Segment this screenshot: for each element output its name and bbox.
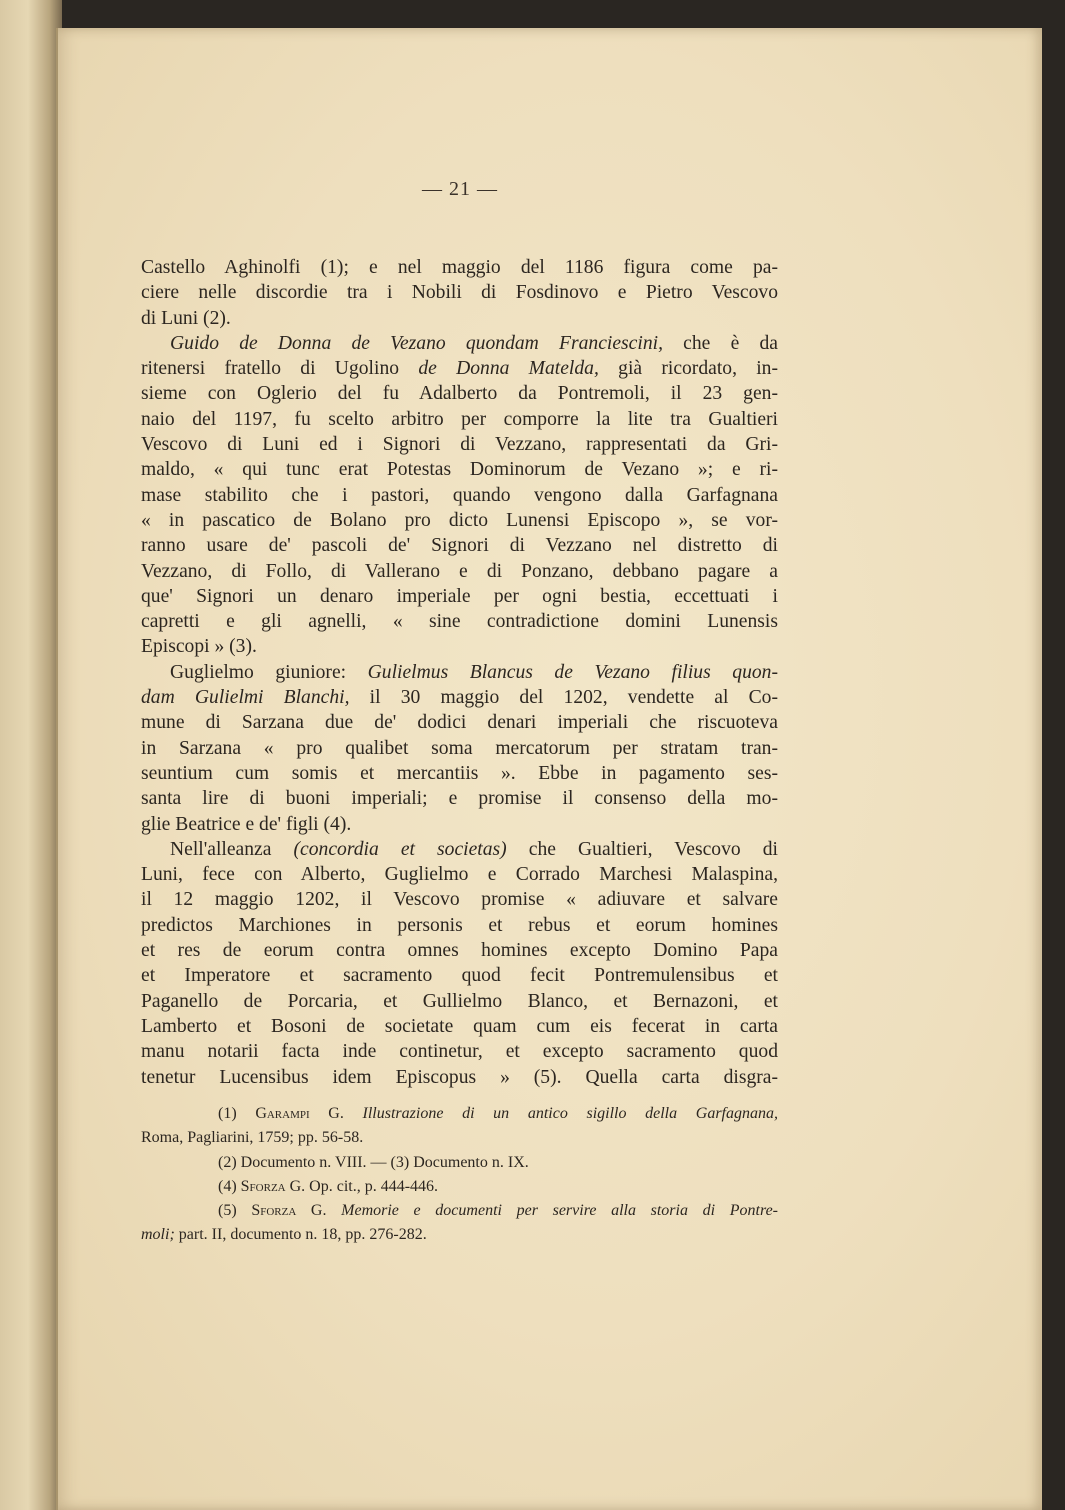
- text-line: sieme con Oglerio del fu Adalberto da Pontremoli, il 23 gen-: [141, 383, 778, 405]
- footnote-1-continuation: Roma, Pagliarini, 1759; pp. 56-58.: [141, 1129, 364, 1147]
- text-line: manu notarii facta inde continetur, et excepto sacramento quod: [141, 1041, 778, 1063]
- footnote-author: Sforza G.: [240, 1177, 306, 1195]
- footnote-1: (1) Garampi G. Illustrazione di un antico sigillo della Garfagnana,: [218, 1105, 779, 1122]
- text-line: santa lire di buoni imperiali; e promise il consenso della mo-: [141, 788, 778, 810]
- footnote-5-continuation: moli; part. II, documento n. 18, pp. 276-282.: [141, 1226, 427, 1244]
- footnotes: [141, 1102, 778, 1248]
- text-line: Vescovo di Luni ed i Signori di Vezzano, rappresentati da Gri-: [141, 434, 778, 456]
- text-line: Castello Aghinolfi (1); e nel maggio del 1186 figura come pa-: [141, 257, 778, 278]
- text-line: capretti e gli agnelli, « sine contradictione domini Lunensis: [141, 611, 778, 633]
- text-line: Luni, fece con Alberto, Guglielmo e Corrado Marchesi Malaspina,: [141, 864, 778, 886]
- text-line: que' Signori un denaro imperiale per ogni bestia, eccettuati i: [141, 585, 778, 607]
- text-line: Vezzano, di Follo, di Vallerano e di Ponzano, debbano pagare a: [141, 560, 778, 582]
- book-spine-edge: [0, 0, 62, 1510]
- text-line: tenetur Lucensibus idem Episcopus » (5). Quella carta disgra-: [141, 1066, 778, 1088]
- page-number: — 21 —: [422, 178, 498, 200]
- text-line: naio del 1197, fu scelto arbitro per comporre la lite tra Gualtieri: [141, 408, 778, 430]
- footnote-2-3: (2) Documento n. VIII. — (3) Documento n. IX.: [218, 1153, 529, 1171]
- text-line: Paganello de Porcaria, et Gullielmo Blanco, et Bernazoni, et: [141, 990, 778, 1012]
- text-line: Nell'alleanza (concordia et societas) che Gualtieri, Vescovo di: [170, 838, 778, 860]
- text-line: predictos Marchiones in personis et rebus et eorum homines: [141, 914, 778, 936]
- paragraph: [141, 331, 778, 660]
- text-line: ranno usare de' pascoli de' Signori di Vezzano nel distretto di: [141, 535, 778, 557]
- footnote-title: moli;: [141, 1226, 175, 1244]
- text-line: il 12 maggio 1202, il Vescovo promise « adiuvare et salvare: [141, 889, 778, 911]
- italic-phrase: Gulielmus Blancus de Vezano filius quon-: [367, 661, 778, 683]
- text-line: maldo, « qui tunc erat Potestas Dominorum de Vezano »; e ri-: [141, 459, 778, 481]
- text-line: Guido de Donna de Vezano quondam Franciescini, che è da: [170, 332, 778, 354]
- text-line: ritenersi fratello di Ugolino de Donna Matelda, già ricordato, in-: [141, 358, 778, 380]
- footnote-title: Illustrazione di un antico sigillo della Garfagnana,: [362, 1105, 779, 1122]
- footnote-5: (5) Sforza G. Memorie e documenti per servire alla storia di Pontre-: [218, 1202, 779, 1220]
- body-text: [141, 255, 778, 1090]
- text-line: « in pascatico de Bolano pro dicto Lunensi Episcopo », se vor-: [141, 509, 778, 531]
- italic-phrase: Guido de Donna de Vezano quondam Franciescini,: [170, 332, 663, 354]
- text-line: seuntium cum somis et mercantiis ». Ebbe in pagamento ses-: [141, 762, 778, 784]
- footnote-4: (4) Sforza G. Op. cit., p. 444-446.: [218, 1177, 439, 1195]
- text-line: glie Beatrice e de' figli (4).: [141, 813, 352, 835]
- text-line: dam Gulielmi Blanchi, il 30 maggio del 1202, vendette al Co-: [141, 687, 779, 709]
- text-line: Guglielmo giuniore: Gulielmus Blancus de Vezano filius quon-: [170, 661, 778, 683]
- italic-phrase: de Donna Matelda,: [418, 358, 599, 380]
- text-line: in Sarzana « pro qualibet soma mercatorum per stratam tran-: [141, 737, 778, 759]
- italic-phrase: (concordia et societas): [293, 838, 507, 860]
- footnote-author: Sforza G.: [251, 1202, 327, 1220]
- italic-phrase: dam Gulielmi Blanchi,: [141, 687, 350, 709]
- text-line: ciere nelle discordie tra i Nobili di Fosdinovo e Pietro Vescovo: [141, 282, 778, 304]
- text-line: et Imperatore et sacramento quod fecit Pontremulensibus et: [141, 965, 778, 987]
- text-line: mune di Sarzana due de' dodici denari imperiali che riscuoteva: [141, 712, 778, 734]
- paragraph: [141, 660, 778, 837]
- paragraph: [141, 255, 778, 331]
- text-line: Episcopi » (3).: [141, 636, 257, 658]
- text-line: et res de eorum contra omnes homines excepto Domino Papa: [141, 940, 778, 962]
- paragraph: [141, 837, 778, 1090]
- text-line: di Luni (2).: [141, 307, 231, 329]
- text-line: mase stabilito che i pastori, quando vengono dalla Garfagnana: [141, 484, 778, 506]
- footnote-author: Garampi G.: [255, 1105, 344, 1122]
- text-line: Lamberto et Bosoni de societate quam cum eis fecerat in carta: [141, 1015, 778, 1037]
- footnote-title: Memorie e documenti per servire alla storia di Pontre-: [341, 1202, 779, 1220]
